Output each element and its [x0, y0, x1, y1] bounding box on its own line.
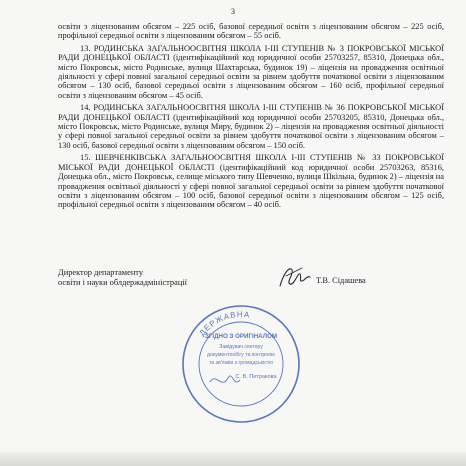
signatory-title-line-1: Директор департаменту	[58, 268, 144, 277]
paragraph-item-14: 14. РОДИНСЬКА ЗАГАЛЬНООСВІТНЯ ШКОЛА І-ІІІ СТУПЕНІВ № 36 ПОКРОВСЬКОЇ МІСЬКОЇ РАДИ ДОНЕЦЬКОЇ ОБЛАСТІ (ідентифікаційний код юридичної особи 25703205, 85310, Донецька обл., місто Покровськ, місто Родинське, вулиця Миру, будинок 2) – ліцензія на провадження освітньої діяльності у сфері повної загальної середньої освіти за рівнем здобуття початкової освіти з ліцензованим обсягом – 130 осіб, базової середньої освіти з ліцензованим обсягом – 150 осіб.	[58, 103, 444, 150]
page-edge-shadow	[0, 452, 466, 466]
stamp-signer: С. В. Петракова	[235, 374, 277, 380]
paragraph-item-15: 15. ШЕВЧЕНКІВСЬКА ЗАГАЛЬНООСВІТНЯ ШКОЛА І-ІІІ СТУПЕНІВ № 33 ПОКРОВСЬКОЇ МІСЬКОЇ РАДИ ДОНЕЦЬКОЇ ОБЛАСТІ (ідентифікаційний код юридичної особи 25703263, 85316, Донецька обл., місто Покровськ, селище міського типу Шевченко, вулиця Шкільна, будинок 2) – ліцензія на провадження освітньої діяльності у сфері повної загальної середньої освіти за рівнем здобуття початкової освіти з ліцензованим обсягом – 100 осіб, базової середньої освіти з ліцензованим обсягом – 125 осіб, профільної середньої освіти з ліцензованим обсягом – 40 осіб.	[58, 153, 444, 210]
handwritten-signature	[276, 262, 312, 292]
paragraph-item-13: 13. РОДИНСЬКА ЗАГАЛЬНООСВІТНЯ ШКОЛА І-ІІІ СТУПЕНІВ № 3 ПОКРОВСЬКОЇ МІСЬКОЇ РАДИ ДОНЕЦЬКОЇ ОБЛАСТІ (ідентифікаційний код юридичної особи 25703257, 85310, Донецька обл., місто Покровськ, місто Родинське, вулиця Шахтарська, будинок 19) – ліцензія на провадження освітньої діяльності у сфері повної загальної середньої освіти за рівнем здобуття початкової освіти з ліцензованим обсягом – 130 осіб, базової середньої освіти з ліцензованим обсягом – 160 осіб, профільної середньої освіти з ліцензованим обсягом – 45 осіб.	[58, 43, 444, 100]
signatory-title-line-2: освіти і науки облдержадміністрації	[58, 278, 187, 287]
signatory-name: Т.В. Сідашева	[316, 276, 366, 285]
stamp-line-1: Завідувач сектору	[219, 344, 263, 350]
stamp-line-2: документообігу та контролю	[207, 352, 275, 358]
stamp-arc-text: ДЕРЖАВНА	[197, 309, 251, 338]
page-number: 3	[231, 7, 235, 16]
stamp-line-3: та зв'язків з громадськістю	[208, 360, 274, 366]
signature-block	[58, 268, 444, 288]
paragraph-continuation: освіти з ліцензованим обсягом – 225 осіб, базової середньої освіти з ліцензованим обсягом – 225 осіб, профільної середньої освіти з ліцензованим обсягом – 55 осіб.	[58, 22, 444, 41]
body-text	[58, 22, 444, 213]
signatory-title	[58, 268, 278, 288]
stamp-certified-text: ЗГІДНО З ОРИГІНАЛОМ	[204, 333, 278, 340]
official-stamp	[166, 298, 316, 430]
